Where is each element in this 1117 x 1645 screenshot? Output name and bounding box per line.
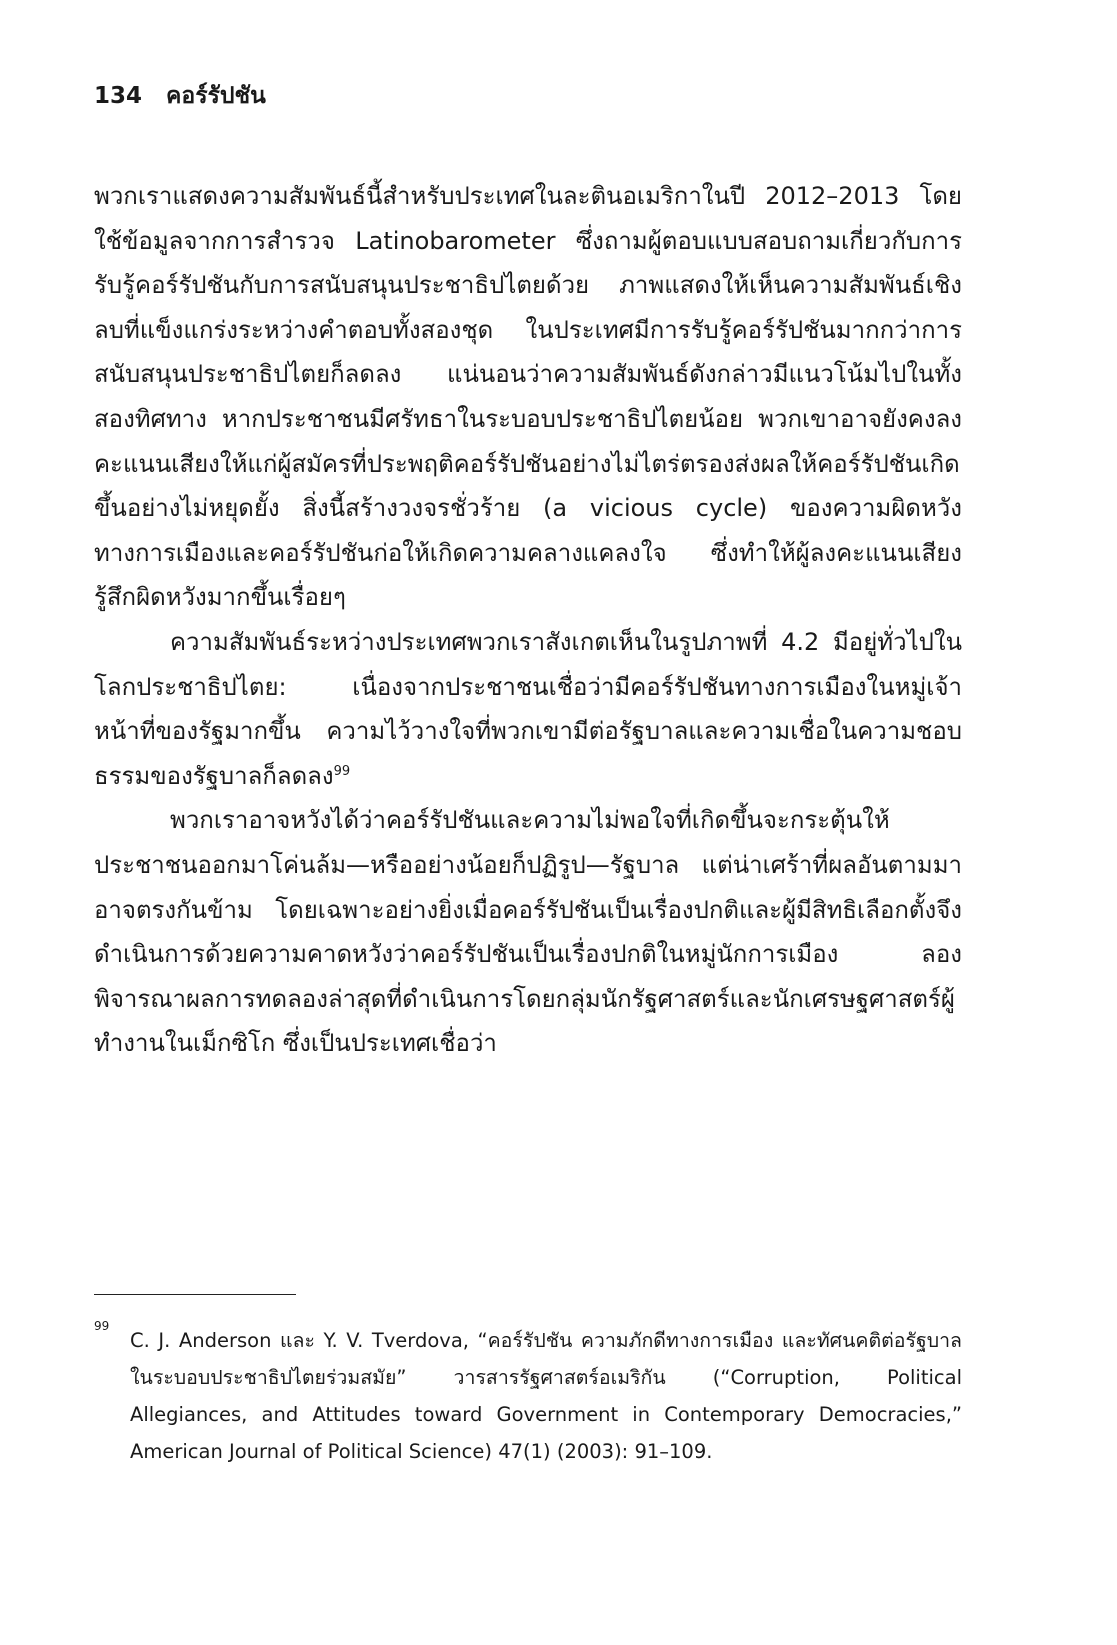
paragraph-3: พวกเราอาจหวังได้ว่าคอร์รัปชันและความไม่พอใจที่เกิดขึ้นจะกระตุ้นให้ประชาชนออกมาโค่นล้ม—หรืออย่างน้อยก็ปฏิรูป—รัฐบาล แต่น่าเศร้าที่ผลอันตามมาอาจตรงกันข้าม โดยเฉพาะอย่างยิ่งเมื่อคอร์รัปชันเป็นเรื่องปกติและผู้มีสิทธิเลือกตั้งจึงดำเนินการด้วยความคาดหวังว่าคอร์รัปชันเป็นเรื่องปกติในหมู่นักการเมือง ลองพิจารณาผลการทดลองล่าสุดที่ดำเนินการโดยกลุ่มนักรัฐศาสตร์และนักเศรษฐศาสตร์ผู้ทำงานในเม็กซิโก ซึ่งเป็นประเทศเชื่อว่า xyxy=(94,806,962,1058)
paragraph-2 xyxy=(94,620,962,798)
footnote-text: C. J. Anderson และ Y. V. Tverdova, “คอร์รัปชัน ความภักดีทางการเมือง และทัศนคติต่อรัฐบาลในระบอบประชาธิปไตยร่วมสมัย” วารสารรัฐศาสตร์อเมริกัน (“Corruption, Political Allegiances, and Attitudes toward Government in Contemporary Democracies,” American Journal of Political Science) 47(1) (2003): 91–109. xyxy=(130,1329,962,1463)
footnote-reference-99[interactable]: 99 xyxy=(333,763,351,779)
running-title: คอร์รัปชัน xyxy=(166,83,266,109)
paragraph-1: พวกเราแสดงความสัมพันธ์นี้สำหรับประเทศในละตินอเมริกาในปี 2012–2013 โดยใช้ข้อมูลจากการสำรวจ Latinobarometer ซึ่งถามผู้ตอบแบบสอบถามเกี่ยวกับการรับรู้คอร์รัปชันกับการสนับสนุนประชาธิปไตยด้วย ภาพแสดงให้เห็นความสัมพันธ์เชิงลบที่แข็งแกร่งระหว่างคำตอบทั้งสองชุด ในประเทศมีการรับรู้คอร์รัปชันมากกว่าการสนับสนุนประชาธิปไตยก็ลดลง แน่นอนว่าความสัมพันธ์ดังกล่าวมีแนวโน้มไปในทั้งสองทิศทาง หากประชาชนมีศรัทธาในระบอบประชาธิปไตยน้อย พวกเขาอาจยังคงลงคะแนนเสียงให้แก่ผู้สมัครที่ประพฤติคอร์รัปชันอย่างไม่ไตร่ตรองส่งผลให้คอร์รัปชันเกิดขึ้นอย่างไม่หยุดยั้ง สิ่งนี้สร้างวงจรชั่วร้าย (a vicious cycle) ของความผิดหวังทางการเมืองและคอร์รัปชันก่อให้เกิดความคลางแคลงใจ ซึ่งทำให้ผู้ลงคะแนนเสียงรู้สึกผิดหวังมากขึ้นเรื่อยๆ xyxy=(94,182,962,612)
page-number: 134 xyxy=(94,83,143,109)
footnote-mark: 99 xyxy=(94,1319,110,1333)
footnote-divider xyxy=(94,1294,296,1295)
footnote-99 xyxy=(94,1319,962,1470)
running-header xyxy=(94,80,266,112)
paragraph-2-text: ความสัมพันธ์ระหว่างประเทศพวกเราสังเกตเห็นในรูปภาพที่ 4.2 มีอยู่ทั่วไปในโลกประชาธิปไตย: เนื่องจากประชาชนเชื่อว่ามีคอร์รัปชันทางการเมืองในหมู่เจ้าหน้าที่ของรัฐมากขึ้น ความไว้วางใจที่พวกเขามีต่อรัฐบาลและความเชื่อในความชอบธรรมของรัฐบาลก็ลดลง xyxy=(94,627,962,790)
body-text xyxy=(94,174,962,1066)
